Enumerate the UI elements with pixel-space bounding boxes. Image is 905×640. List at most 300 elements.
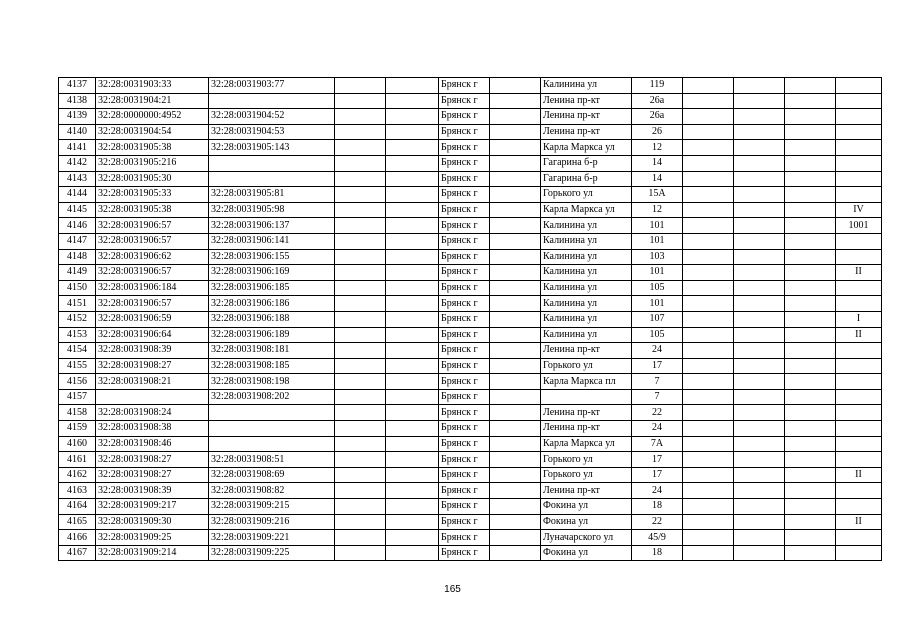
column-11-cell xyxy=(734,233,785,249)
cadastral-number-cell: 32:28:0000000:4952 xyxy=(96,109,209,125)
cadastral-number-cell: 32:28:0031906:59 xyxy=(96,311,209,327)
column-11-cell xyxy=(734,452,785,468)
column-7-cell xyxy=(490,530,541,546)
street-cell: Ленина пр-кт xyxy=(541,483,632,499)
column-10-cell xyxy=(683,545,734,561)
column-11-cell xyxy=(734,124,785,140)
table-row xyxy=(59,311,882,327)
column-4-cell xyxy=(335,545,386,561)
column-12-cell xyxy=(785,187,836,203)
column-4-cell xyxy=(335,93,386,109)
house-number-cell: 12 xyxy=(632,140,683,156)
table-row xyxy=(59,343,882,359)
column-10-cell xyxy=(683,343,734,359)
premises-number-cell xyxy=(836,358,882,374)
cadastral-number-2-cell xyxy=(209,421,335,437)
column-5-cell xyxy=(386,452,439,468)
city-cell: Брянск г xyxy=(439,374,490,390)
column-7-cell xyxy=(490,311,541,327)
cadastral-number-cell: 32:28:0031905:30 xyxy=(96,171,209,187)
row-number-cell: 4155 xyxy=(59,358,96,374)
column-4-cell xyxy=(335,249,386,265)
city-cell: Брянск г xyxy=(439,358,490,374)
cadastral-number-2-cell: 32:28:0031908:198 xyxy=(209,374,335,390)
cadastral-number-2-cell xyxy=(209,405,335,421)
cadastral-number-cell: 32:28:0031905:33 xyxy=(96,187,209,203)
city-cell: Брянск г xyxy=(439,436,490,452)
cadastral-number-cell: 32:28:0031904:21 xyxy=(96,93,209,109)
premises-number-cell xyxy=(836,140,882,156)
cadastral-number-cell: 32:28:0031908:39 xyxy=(96,483,209,499)
column-5-cell xyxy=(386,109,439,125)
city-cell: Брянск г xyxy=(439,140,490,156)
city-cell: Брянск г xyxy=(439,530,490,546)
premises-number-cell xyxy=(836,78,882,94)
street-cell: Ленина пр-кт xyxy=(541,405,632,421)
column-4-cell xyxy=(335,467,386,483)
column-5-cell xyxy=(386,483,439,499)
column-10-cell xyxy=(683,530,734,546)
column-11-cell xyxy=(734,343,785,359)
table-row xyxy=(59,530,882,546)
column-12-cell xyxy=(785,140,836,156)
row-number-cell: 4138 xyxy=(59,93,96,109)
column-12-cell xyxy=(785,171,836,187)
column-12-cell xyxy=(785,343,836,359)
house-number-cell: 101 xyxy=(632,265,683,281)
premises-number-cell xyxy=(836,499,882,515)
street-cell: Калинина ул xyxy=(541,233,632,249)
city-cell: Брянск г xyxy=(439,265,490,281)
column-11-cell xyxy=(734,171,785,187)
row-number-cell: 4140 xyxy=(59,124,96,140)
table-row xyxy=(59,296,882,312)
column-4-cell xyxy=(335,265,386,281)
column-5-cell xyxy=(386,233,439,249)
column-11-cell xyxy=(734,327,785,343)
column-4-cell xyxy=(335,343,386,359)
cadastral-number-cell: 32:28:0031906:62 xyxy=(96,249,209,265)
column-5-cell xyxy=(386,202,439,218)
street-cell: Карла Маркса пл xyxy=(541,374,632,390)
column-7-cell xyxy=(490,436,541,452)
column-12-cell xyxy=(785,530,836,546)
column-12-cell xyxy=(785,280,836,296)
table-row xyxy=(59,140,882,156)
column-11-cell xyxy=(734,280,785,296)
column-5-cell xyxy=(386,249,439,265)
house-number-cell: 15А xyxy=(632,187,683,203)
row-number-cell: 4144 xyxy=(59,187,96,203)
city-cell: Брянск г xyxy=(439,405,490,421)
column-10-cell xyxy=(683,483,734,499)
column-7-cell xyxy=(490,249,541,265)
street-cell: Ленина пр-кт xyxy=(541,343,632,359)
row-number-cell: 4164 xyxy=(59,499,96,515)
city-cell: Брянск г xyxy=(439,514,490,530)
table-row xyxy=(59,327,882,343)
column-7-cell xyxy=(490,202,541,218)
street-cell: Калинина ул xyxy=(541,327,632,343)
column-7-cell xyxy=(490,483,541,499)
house-number-cell: 17 xyxy=(632,452,683,468)
column-12-cell xyxy=(785,374,836,390)
premises-number-cell xyxy=(836,452,882,468)
table-row xyxy=(59,265,882,281)
column-10-cell xyxy=(683,187,734,203)
column-11-cell xyxy=(734,155,785,171)
column-4-cell xyxy=(335,124,386,140)
premises-number-cell: II xyxy=(836,265,882,281)
table-row xyxy=(59,514,882,530)
premises-number-cell xyxy=(836,545,882,561)
cadastral-number-cell: 32:28:0031908:39 xyxy=(96,343,209,359)
cadastral-number-cell xyxy=(96,389,209,405)
column-12-cell xyxy=(785,124,836,140)
house-number-cell: 101 xyxy=(632,296,683,312)
house-number-cell: 12 xyxy=(632,202,683,218)
street-cell: Калинина ул xyxy=(541,280,632,296)
column-7-cell xyxy=(490,265,541,281)
table-row xyxy=(59,187,882,203)
cadastral-number-2-cell: 32:28:0031909:215 xyxy=(209,499,335,515)
house-number-cell: 17 xyxy=(632,358,683,374)
column-11-cell xyxy=(734,93,785,109)
city-cell: Брянск г xyxy=(439,311,490,327)
column-4-cell xyxy=(335,514,386,530)
premises-number-cell xyxy=(836,436,882,452)
premises-number-cell: II xyxy=(836,514,882,530)
column-10-cell xyxy=(683,265,734,281)
row-number-cell: 4151 xyxy=(59,296,96,312)
street-cell: Фокина ул xyxy=(541,499,632,515)
house-number-cell: 24 xyxy=(632,483,683,499)
house-number-cell: 101 xyxy=(632,233,683,249)
cadastral-number-cell: 32:28:0031909:214 xyxy=(96,545,209,561)
row-number-cell: 4141 xyxy=(59,140,96,156)
column-10-cell xyxy=(683,467,734,483)
cadastral-number-2-cell xyxy=(209,155,335,171)
column-10-cell xyxy=(683,78,734,94)
premises-number-cell xyxy=(836,93,882,109)
street-cell: Горького ул xyxy=(541,358,632,374)
cadastral-number-cell: 32:28:0031908:27 xyxy=(96,358,209,374)
city-cell: Брянск г xyxy=(439,187,490,203)
column-11-cell xyxy=(734,483,785,499)
column-5-cell xyxy=(386,171,439,187)
house-number-cell: 14 xyxy=(632,171,683,187)
premises-number-cell xyxy=(836,483,882,499)
street-cell: Фокина ул xyxy=(541,514,632,530)
column-12-cell xyxy=(785,514,836,530)
column-10-cell xyxy=(683,405,734,421)
column-4-cell xyxy=(335,421,386,437)
column-12-cell xyxy=(785,218,836,234)
street-cell: Карла Маркса ул xyxy=(541,202,632,218)
city-cell: Брянск г xyxy=(439,296,490,312)
table-row xyxy=(59,358,882,374)
street-cell xyxy=(541,389,632,405)
house-number-cell: 7 xyxy=(632,374,683,390)
row-number-cell: 4162 xyxy=(59,467,96,483)
row-number-cell: 4157 xyxy=(59,389,96,405)
city-cell: Брянск г xyxy=(439,545,490,561)
street-cell: Калинина ул xyxy=(541,78,632,94)
column-5-cell xyxy=(386,155,439,171)
column-7-cell xyxy=(490,545,541,561)
column-12-cell xyxy=(785,311,836,327)
premises-number-cell xyxy=(836,530,882,546)
cadastral-number-2-cell: 32:28:0031905:98 xyxy=(209,202,335,218)
column-5-cell xyxy=(386,265,439,281)
cadastral-number-cell: 32:28:0031906:57 xyxy=(96,296,209,312)
table-row xyxy=(59,218,882,234)
table-row xyxy=(59,405,882,421)
city-cell: Брянск г xyxy=(439,421,490,437)
column-11-cell xyxy=(734,545,785,561)
column-12-cell xyxy=(785,452,836,468)
column-5-cell xyxy=(386,545,439,561)
cadastral-number-cell: 32:28:0031908:21 xyxy=(96,374,209,390)
city-cell: Брянск г xyxy=(439,343,490,359)
city-cell: Брянск г xyxy=(439,202,490,218)
column-12-cell xyxy=(785,467,836,483)
cadastral-number-2-cell: 32:28:0031909:216 xyxy=(209,514,335,530)
column-5-cell xyxy=(386,78,439,94)
column-11-cell xyxy=(734,140,785,156)
column-10-cell xyxy=(683,296,734,312)
column-10-cell xyxy=(683,327,734,343)
column-5-cell xyxy=(386,124,439,140)
street-cell: Ленина пр-кт xyxy=(541,93,632,109)
cadastral-number-2-cell: 32:28:0031903:77 xyxy=(209,78,335,94)
premises-number-cell xyxy=(836,155,882,171)
row-number-cell: 4165 xyxy=(59,514,96,530)
column-10-cell xyxy=(683,358,734,374)
column-10-cell xyxy=(683,389,734,405)
column-5-cell xyxy=(386,140,439,156)
column-12-cell xyxy=(785,155,836,171)
premises-number-cell xyxy=(836,171,882,187)
row-number-cell: 4167 xyxy=(59,545,96,561)
premises-number-cell: II xyxy=(836,467,882,483)
street-cell: Луначарского ул xyxy=(541,530,632,546)
column-12-cell xyxy=(785,483,836,499)
column-12-cell xyxy=(785,233,836,249)
house-number-cell: 107 xyxy=(632,311,683,327)
table-row xyxy=(59,93,882,109)
cadastral-number-cell: 32:28:0031904:54 xyxy=(96,124,209,140)
column-7-cell xyxy=(490,93,541,109)
house-number-cell: 119 xyxy=(632,78,683,94)
cadastral-number-cell: 32:28:0031906:57 xyxy=(96,233,209,249)
cadastral-number-2-cell: 32:28:0031908:181 xyxy=(209,343,335,359)
street-cell: Калинина ул xyxy=(541,296,632,312)
row-number-cell: 4145 xyxy=(59,202,96,218)
cadastral-number-2-cell: 32:28:0031906:188 xyxy=(209,311,335,327)
column-4-cell xyxy=(335,358,386,374)
column-7-cell xyxy=(490,389,541,405)
cadastral-number-2-cell: 32:28:0031906:185 xyxy=(209,280,335,296)
row-number-cell: 4137 xyxy=(59,78,96,94)
cadastral-number-cell: 32:28:0031906:57 xyxy=(96,218,209,234)
cadastral-number-cell: 32:28:0031906:57 xyxy=(96,265,209,281)
column-7-cell xyxy=(490,405,541,421)
column-5-cell xyxy=(386,499,439,515)
column-7-cell xyxy=(490,421,541,437)
column-4-cell xyxy=(335,280,386,296)
city-cell: Брянск г xyxy=(439,93,490,109)
city-cell: Брянск г xyxy=(439,389,490,405)
cadastral-number-2-cell: 32:28:0031906:189 xyxy=(209,327,335,343)
city-cell: Брянск г xyxy=(439,78,490,94)
column-12-cell xyxy=(785,296,836,312)
column-10-cell xyxy=(683,93,734,109)
cadastral-number-2-cell xyxy=(209,436,335,452)
column-10-cell xyxy=(683,233,734,249)
street-cell: Калинина ул xyxy=(541,311,632,327)
city-cell: Брянск г xyxy=(439,155,490,171)
premises-number-cell: IV xyxy=(836,202,882,218)
row-number-cell: 4153 xyxy=(59,327,96,343)
cadastral-number-2-cell: 32:28:0031908:51 xyxy=(209,452,335,468)
premises-number-cell: II xyxy=(836,327,882,343)
column-5-cell xyxy=(386,467,439,483)
cadastral-number-2-cell: 32:28:0031906:169 xyxy=(209,265,335,281)
column-10-cell xyxy=(683,249,734,265)
column-7-cell xyxy=(490,155,541,171)
table-row xyxy=(59,389,882,405)
premises-number-cell xyxy=(836,421,882,437)
column-5-cell xyxy=(386,358,439,374)
column-10-cell xyxy=(683,171,734,187)
row-number-cell: 4159 xyxy=(59,421,96,437)
row-number-cell: 4152 xyxy=(59,311,96,327)
cadastral-number-2-cell: 32:28:0031908:82 xyxy=(209,483,335,499)
column-4-cell xyxy=(335,530,386,546)
column-10-cell xyxy=(683,109,734,125)
column-4-cell xyxy=(335,78,386,94)
table-row xyxy=(59,202,882,218)
column-10-cell xyxy=(683,374,734,390)
cadastral-number-2-cell: 32:28:0031908:202 xyxy=(209,389,335,405)
column-11-cell xyxy=(734,249,785,265)
premises-number-cell xyxy=(836,389,882,405)
column-4-cell xyxy=(335,374,386,390)
column-4-cell xyxy=(335,140,386,156)
column-4-cell xyxy=(335,155,386,171)
column-4-cell xyxy=(335,499,386,515)
column-11-cell xyxy=(734,436,785,452)
row-number-cell: 4147 xyxy=(59,233,96,249)
row-number-cell: 4156 xyxy=(59,374,96,390)
column-5-cell xyxy=(386,93,439,109)
column-7-cell xyxy=(490,358,541,374)
house-number-cell: 22 xyxy=(632,405,683,421)
column-5-cell xyxy=(386,421,439,437)
city-cell: Брянск г xyxy=(439,452,490,468)
column-11-cell xyxy=(734,358,785,374)
premises-number-cell xyxy=(836,343,882,359)
row-number-cell: 4149 xyxy=(59,265,96,281)
column-4-cell xyxy=(335,187,386,203)
column-12-cell xyxy=(785,78,836,94)
column-10-cell xyxy=(683,452,734,468)
cadastral-number-2-cell: 32:28:0031905:143 xyxy=(209,140,335,156)
column-12-cell xyxy=(785,405,836,421)
street-cell: Калинина ул xyxy=(541,249,632,265)
house-number-cell: 103 xyxy=(632,249,683,265)
table-row xyxy=(59,374,882,390)
column-11-cell xyxy=(734,389,785,405)
table-body xyxy=(59,78,882,561)
premises-number-cell xyxy=(836,233,882,249)
column-7-cell xyxy=(490,467,541,483)
column-5-cell xyxy=(386,405,439,421)
table-row xyxy=(59,171,882,187)
column-11-cell xyxy=(734,499,785,515)
page-number: 165 xyxy=(444,584,461,595)
house-number-cell: 101 xyxy=(632,218,683,234)
table-row xyxy=(59,124,882,140)
column-7-cell xyxy=(490,327,541,343)
column-10-cell xyxy=(683,140,734,156)
city-cell: Брянск г xyxy=(439,467,490,483)
table-row xyxy=(59,421,882,437)
column-4-cell xyxy=(335,202,386,218)
city-cell: Брянск г xyxy=(439,171,490,187)
house-number-cell: 26а xyxy=(632,93,683,109)
city-cell: Брянск г xyxy=(439,280,490,296)
city-cell: Брянск г xyxy=(439,124,490,140)
table-row xyxy=(59,467,882,483)
city-cell: Брянск г xyxy=(439,499,490,515)
row-number-cell: 4143 xyxy=(59,171,96,187)
column-4-cell xyxy=(335,233,386,249)
house-number-cell: 14 xyxy=(632,155,683,171)
column-11-cell xyxy=(734,202,785,218)
row-number-cell: 4146 xyxy=(59,218,96,234)
street-cell: Ленина пр-кт xyxy=(541,109,632,125)
column-5-cell xyxy=(386,530,439,546)
column-5-cell xyxy=(386,327,439,343)
street-cell: Горького ул xyxy=(541,187,632,203)
cadastral-number-2-cell xyxy=(209,93,335,109)
cadastral-number-cell: 32:28:0031906:184 xyxy=(96,280,209,296)
street-cell: Фокина ул xyxy=(541,545,632,561)
house-number-cell: 7 xyxy=(632,389,683,405)
cadastral-number-cell: 32:28:0031908:46 xyxy=(96,436,209,452)
table-row xyxy=(59,155,882,171)
column-12-cell xyxy=(785,358,836,374)
column-7-cell xyxy=(490,140,541,156)
column-7-cell xyxy=(490,109,541,125)
house-number-cell: 26а xyxy=(632,109,683,125)
cadastral-number-2-cell: 32:28:0031906:137 xyxy=(209,218,335,234)
cadastral-number-cell: 32:28:0031905:38 xyxy=(96,202,209,218)
premises-number-cell: 1001 xyxy=(836,218,882,234)
row-number-cell: 4150 xyxy=(59,280,96,296)
column-12-cell xyxy=(785,249,836,265)
column-11-cell xyxy=(734,467,785,483)
column-5-cell xyxy=(386,436,439,452)
column-4-cell xyxy=(335,452,386,468)
column-12-cell xyxy=(785,421,836,437)
cadastral-number-2-cell: 32:28:0031908:185 xyxy=(209,358,335,374)
column-11-cell xyxy=(734,296,785,312)
table-row xyxy=(59,545,882,561)
column-11-cell xyxy=(734,187,785,203)
